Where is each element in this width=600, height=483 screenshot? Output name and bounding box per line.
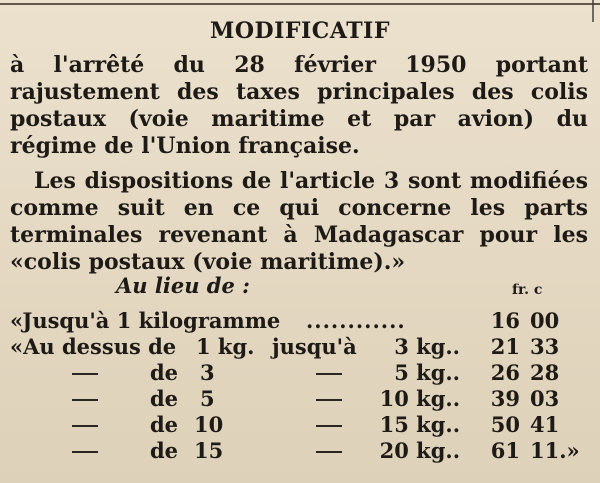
centimes-value: 11.» — [530, 438, 580, 463]
leader-dots: ............ — [306, 308, 406, 333]
ditto-dash — [316, 451, 342, 453]
weight-from: 3 — [200, 360, 215, 385]
table-row — [0, 386, 600, 412]
ditto-dash — [72, 399, 98, 401]
francs-value: 39 — [490, 386, 520, 411]
document-title: MODIFICATIF — [210, 18, 390, 44]
de-label: de — [150, 438, 179, 463]
currency-units: fr. c — [512, 282, 543, 298]
weight-from: 1 kg. — [196, 334, 255, 359]
francs-value: 16 — [490, 308, 520, 333]
intro-paragraph: à l'arrêté du 28 février 1950 portant rajustement des taxes principales des colis postaux (voie maritime et par avion) du régime de l'Union française. — [10, 52, 588, 159]
weight-to: 3 kg.. — [394, 334, 460, 359]
centimes-value: 00 — [530, 308, 560, 333]
weight-from: 15 — [194, 438, 224, 463]
table-heading: Au lieu de : — [116, 273, 250, 298]
weight-from: 10 — [194, 412, 224, 437]
table-row — [0, 438, 600, 464]
centimes-value: 03 — [530, 386, 560, 411]
weight-from: 5 — [200, 386, 215, 411]
table-row — [0, 412, 600, 438]
francs-value: 61 — [490, 438, 520, 463]
ditto-dash — [316, 373, 342, 375]
ditto-dash — [316, 425, 342, 427]
weight-to: 10 kg.. — [379, 386, 460, 411]
table-row — [0, 308, 600, 334]
de-label: de — [150, 412, 179, 437]
de-label: de — [150, 360, 179, 385]
francs-value: 50 — [490, 412, 520, 437]
body-paragraph — [10, 168, 588, 276]
francs-value: 21 — [490, 334, 520, 359]
de-label: de — [150, 386, 179, 411]
upto-label: jusqu'à — [272, 334, 357, 359]
top-rule — [0, 3, 600, 5]
ditto-dash — [72, 451, 98, 453]
centimes-value: 33 — [530, 334, 560, 359]
row-label: «Au dessus de — [10, 334, 177, 359]
row-label: «Jusqu'à 1 kilogramme — [10, 308, 281, 333]
francs-value: 26 — [490, 360, 520, 385]
ditto-dash — [72, 373, 98, 375]
centimes-value: 28 — [530, 360, 560, 385]
body-paragraph-text: Les dispositions de l'article 3 sont modifiées comme suit en ce qui concerne les parts terminales revenant à Madagascar pour les «colis postaux (voie maritime).» — [10, 168, 588, 275]
weight-to: 15 kg.. — [379, 412, 460, 437]
ditto-dash — [72, 425, 98, 427]
weight-to: 5 kg.. — [394, 360, 460, 385]
table-row — [0, 360, 600, 386]
ditto-dash — [316, 399, 342, 401]
table-row — [0, 334, 600, 360]
weight-to: 20 kg.. — [379, 438, 460, 463]
centimes-value: 41 — [530, 412, 560, 437]
